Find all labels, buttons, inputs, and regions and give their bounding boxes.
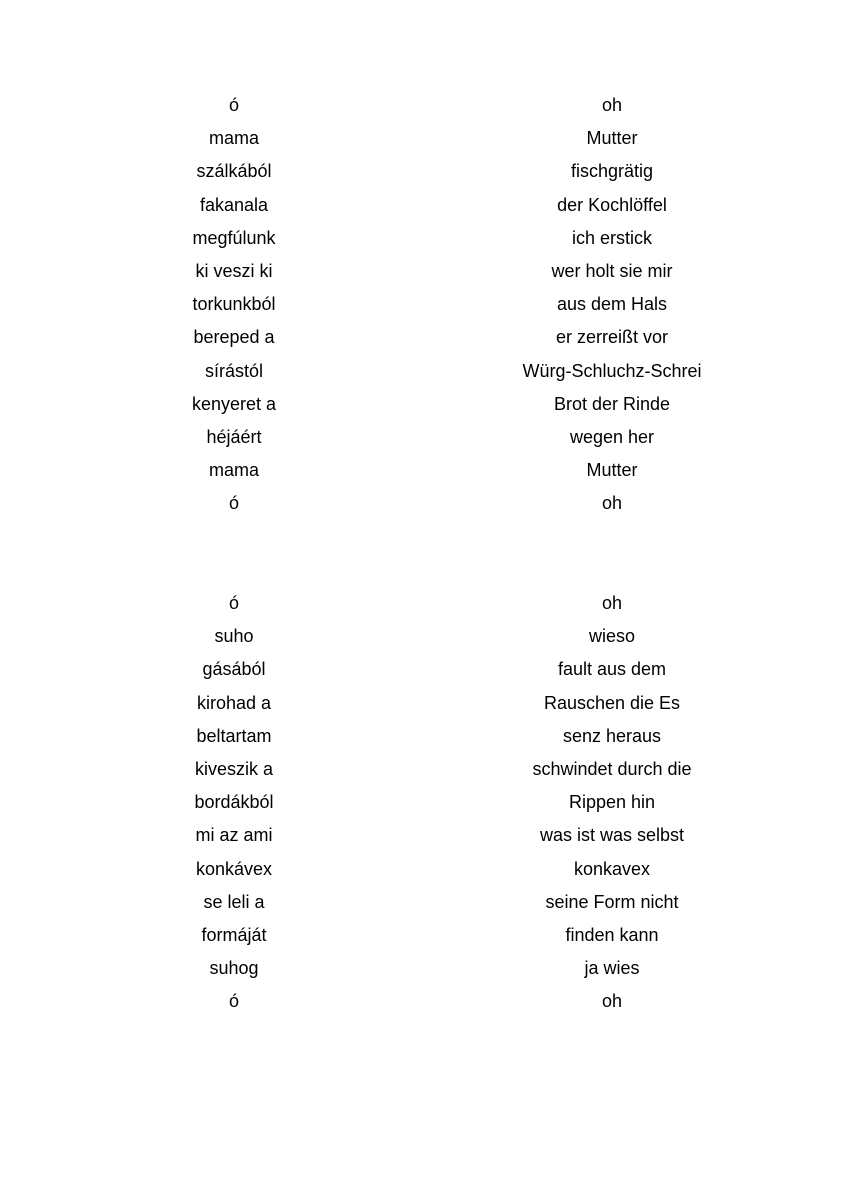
german-line: finden kann bbox=[565, 924, 659, 945]
german-line: seine Form nicht bbox=[545, 891, 679, 912]
hungarian-line: ó bbox=[228, 493, 240, 514]
german-line: oh bbox=[601, 593, 623, 613]
german-line: ich erstick bbox=[571, 227, 653, 248]
poem-line-pair bbox=[0, 155, 848, 188]
poem-line-pair bbox=[0, 985, 848, 1018]
poem-line-pair bbox=[0, 321, 848, 354]
poem-line-pair bbox=[0, 122, 848, 155]
poem-line-pair bbox=[0, 89, 848, 122]
poem-line-pair bbox=[0, 753, 848, 786]
hungarian-line: megfúlunk bbox=[192, 227, 276, 248]
hungarian-line: ki veszi ki bbox=[195, 260, 273, 281]
poem-line-pair bbox=[0, 421, 848, 454]
hungarian-line: formáját bbox=[201, 924, 267, 945]
hungarian-line: ó bbox=[228, 593, 240, 613]
poem-line-pair bbox=[0, 587, 848, 620]
german-line: Rippen hin bbox=[568, 792, 656, 813]
hungarian-line: gásából bbox=[202, 659, 266, 680]
german-line: ja wies bbox=[584, 958, 640, 979]
poem-line-pair bbox=[0, 288, 848, 321]
poem-line-pair bbox=[0, 687, 848, 720]
hungarian-line: beltartam bbox=[196, 725, 272, 746]
hungarian-line: kirohad a bbox=[196, 692, 272, 713]
stanza-1 bbox=[0, 89, 848, 520]
german-line: Mutter bbox=[586, 460, 638, 481]
poem-line-pair bbox=[0, 620, 848, 653]
german-line: Würg-Schluchz-Schrei bbox=[522, 360, 702, 381]
german-line: wieso bbox=[588, 626, 636, 647]
poem-line-pair bbox=[0, 355, 848, 388]
german-line: wegen her bbox=[569, 426, 655, 447]
poem-line-pair bbox=[0, 222, 848, 255]
german-line: oh bbox=[601, 991, 623, 1012]
german-line: Brot der Rinde bbox=[553, 393, 671, 414]
german-line: konkavex bbox=[573, 858, 651, 879]
hungarian-line: szálkából bbox=[196, 161, 272, 182]
german-line: oh bbox=[601, 95, 623, 115]
german-line: Mutter bbox=[586, 128, 638, 149]
german-line: fault aus dem bbox=[557, 659, 667, 680]
german-line: fischgrätig bbox=[570, 161, 654, 182]
poem-line-pair bbox=[0, 919, 848, 952]
hungarian-line: bereped a bbox=[193, 327, 275, 348]
stanza-2 bbox=[0, 587, 848, 1018]
hungarian-line: kiveszik a bbox=[194, 758, 274, 779]
poem-line-pair bbox=[0, 487, 848, 520]
german-line: senz heraus bbox=[562, 725, 662, 746]
hungarian-line: héjáért bbox=[206, 426, 262, 447]
poem-line-pair bbox=[0, 886, 848, 919]
german-line: Rauschen die Es bbox=[543, 692, 681, 713]
hungarian-line: ó bbox=[228, 95, 240, 115]
poem-line-pair bbox=[0, 720, 848, 753]
hungarian-line: suho bbox=[214, 626, 254, 647]
poem-line-pair bbox=[0, 189, 848, 222]
german-line: was ist was selbst bbox=[539, 825, 685, 846]
hungarian-line: mama bbox=[208, 460, 260, 481]
poem-line-pair bbox=[0, 454, 848, 487]
german-line: schwindet durch die bbox=[532, 758, 692, 779]
poem-line-pair bbox=[0, 388, 848, 421]
poem-line-pair bbox=[0, 653, 848, 686]
hungarian-line: konkávex bbox=[195, 858, 273, 879]
hungarian-line: mama bbox=[208, 128, 260, 149]
german-line: oh bbox=[601, 493, 623, 514]
german-line: aus dem Hals bbox=[556, 294, 668, 315]
hungarian-line: se leli a bbox=[203, 891, 265, 912]
german-line: der Kochlöffel bbox=[557, 194, 667, 215]
hungarian-line: fakanala bbox=[199, 194, 269, 215]
german-line: er zerreißt vor bbox=[555, 327, 669, 348]
hungarian-line: suhog bbox=[209, 958, 259, 979]
poem-line-pair bbox=[0, 255, 848, 288]
hungarian-line: sírástól bbox=[204, 360, 264, 381]
hungarian-line: bordákból bbox=[194, 792, 274, 813]
poem-line-pair bbox=[0, 952, 848, 985]
poem-line-pair bbox=[0, 819, 848, 852]
hungarian-line: torkunkból bbox=[192, 294, 276, 315]
poem-line-pair bbox=[0, 786, 848, 819]
hungarian-line: ó bbox=[228, 991, 240, 1012]
hungarian-line: kenyeret a bbox=[191, 393, 277, 414]
german-line: wer holt sie mir bbox=[551, 260, 673, 281]
poem-line-pair bbox=[0, 853, 848, 886]
hungarian-line: mi az ami bbox=[195, 825, 273, 846]
